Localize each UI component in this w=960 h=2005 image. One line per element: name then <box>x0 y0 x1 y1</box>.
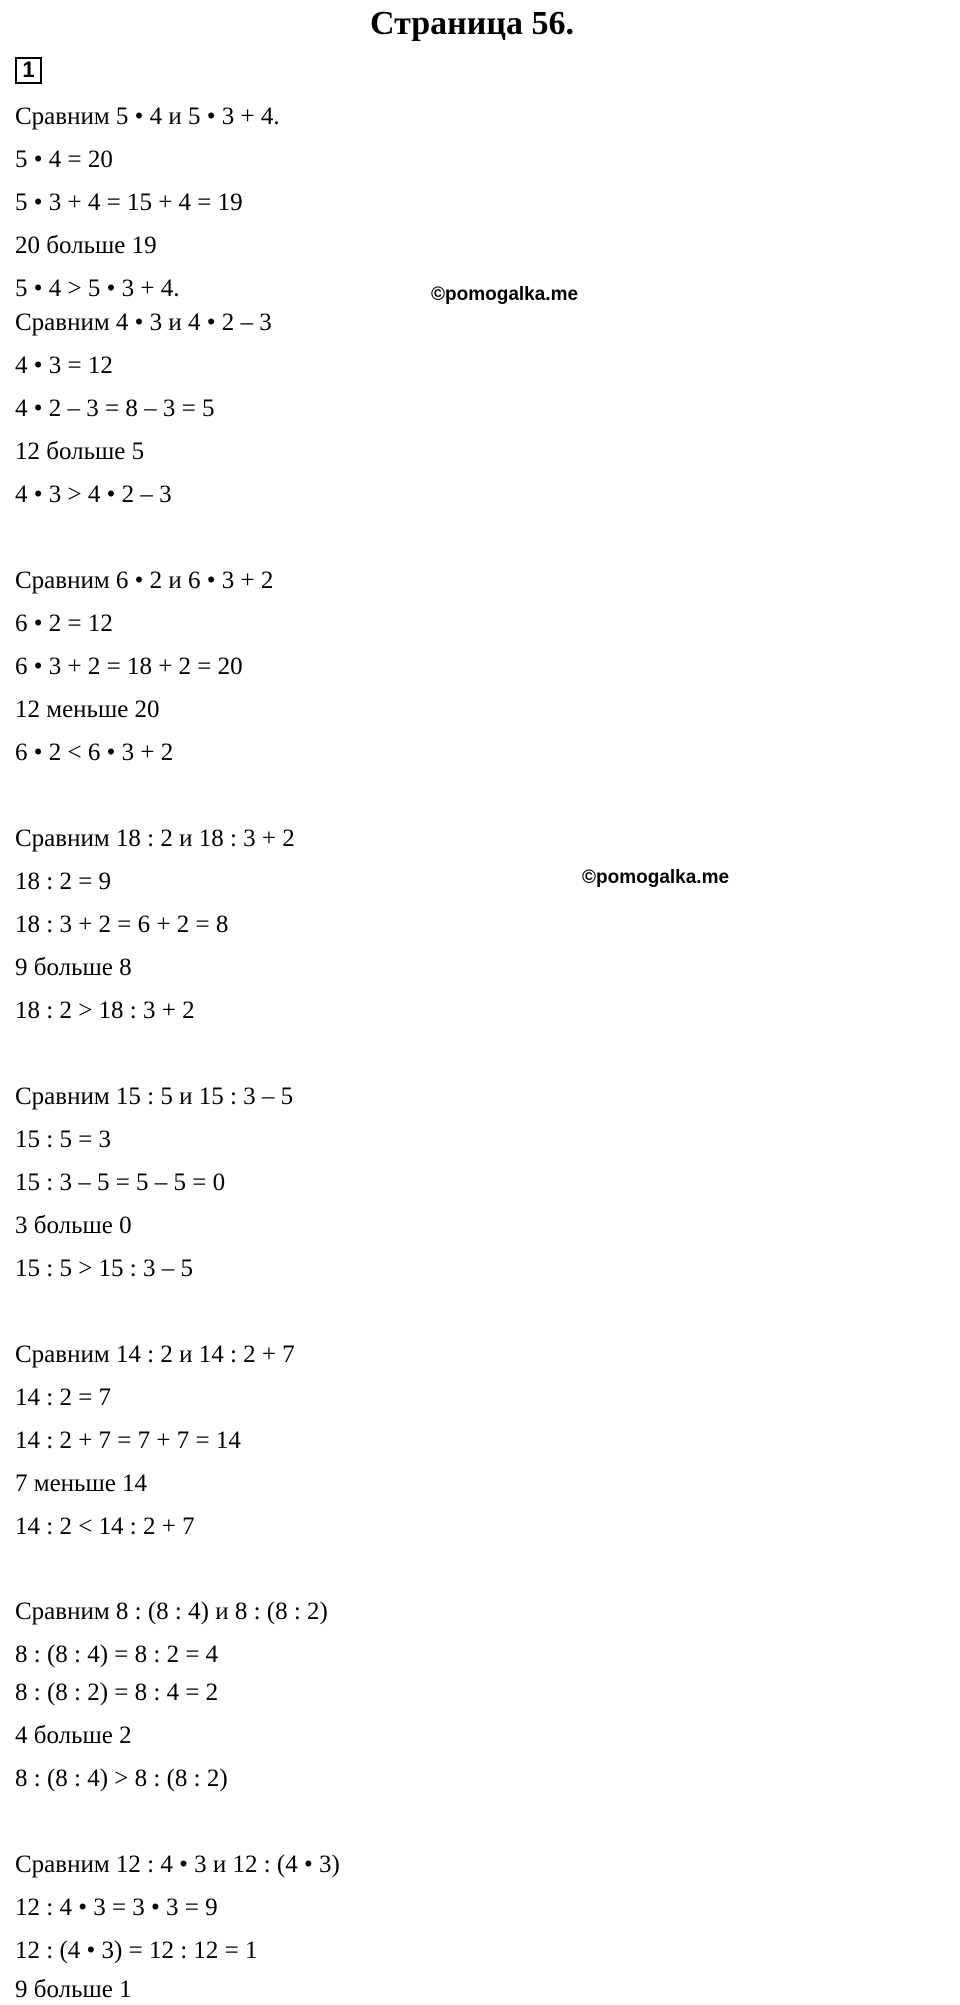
solution-line: 15 : 5 = 3 <box>15 1126 112 1153</box>
solution-line: Сравним 12 : 4 • 3 и 12 : (4 • 3) <box>15 1851 340 1878</box>
solution-line: 4 • 3 > 4 • 2 – 3 <box>15 481 172 508</box>
solution-line: 12 больше 5 <box>15 438 145 465</box>
solution-line: 6 • 2 < 6 • 3 + 2 <box>15 739 174 766</box>
solution-line: 15 : 5 > 15 : 3 – 5 <box>15 1255 193 1282</box>
solution-line: 4 • 3 = 12 <box>15 352 113 379</box>
solution-line: 4 • 2 – 3 = 8 – 3 = 5 <box>15 395 215 422</box>
solution-line: 6 • 3 + 2 = 18 + 2 = 20 <box>15 653 243 680</box>
solution-line: 15 : 3 – 5 = 5 – 5 = 0 <box>15 1169 226 1196</box>
solution-line: 8 : (8 : 2) = 8 : 4 = 2 <box>15 1679 219 1706</box>
solution-line: 12 : (4 • 3) = 12 : 12 = 1 <box>15 1937 258 1964</box>
solution-line: Сравним 4 • 3 и 4 • 2 – 3 <box>15 309 272 336</box>
solution-line: Сравним 15 : 5 и 15 : 3 – 5 <box>15 1083 294 1110</box>
solution-line: 8 : (8 : 4) = 8 : 2 = 4 <box>15 1641 219 1668</box>
solution-line: 6 • 2 = 12 <box>15 610 113 637</box>
solution-line: 9 больше 8 <box>15 954 132 981</box>
task-number-box: 1 <box>15 57 42 84</box>
solution-line: 20 больше 19 <box>15 232 157 259</box>
watermark: ©pomogalka.me <box>582 867 730 888</box>
solution-line: 18 : 2 = 9 <box>15 868 112 895</box>
page-title: Страница 56. <box>370 5 574 42</box>
solution-line: 14 : 2 + 7 = 7 + 7 = 14 <box>15 1427 241 1454</box>
watermark: ©pomogalka.me <box>431 284 579 305</box>
solution-line: 14 : 2 < 14 : 2 + 7 <box>15 1513 195 1540</box>
solution-line: 7 меньше 14 <box>15 1470 148 1497</box>
solution-line: Сравним 14 : 2 и 14 : 2 + 7 <box>15 1341 295 1368</box>
solution-line: 5 • 4 > 5 • 3 + 4. <box>15 275 180 302</box>
solution-line: 5 • 4 = 20 <box>15 146 113 173</box>
solution-line: 12 : 4 • 3 = 3 • 3 = 9 <box>15 1894 218 1921</box>
solution-line: Сравним 8 : (8 : 4) и 8 : (8 : 2) <box>15 1598 328 1625</box>
solution-line: 12 меньше 20 <box>15 696 160 723</box>
solution-line: 14 : 2 = 7 <box>15 1384 112 1411</box>
solution-line: 18 : 3 + 2 = 6 + 2 = 8 <box>15 911 229 938</box>
solution-line: 4 больше 2 <box>15 1722 132 1749</box>
solution-line: 8 : (8 : 4) > 8 : (8 : 2) <box>15 1765 228 1792</box>
solution-line: 18 : 2 > 18 : 3 + 2 <box>15 997 195 1024</box>
solution-line: Сравним 5 • 4 и 5 • 3 + 4. <box>15 103 280 130</box>
solution-line: Сравним 18 : 2 и 18 : 3 + 2 <box>15 825 295 852</box>
solution-line: 5 • 3 + 4 = 15 + 4 = 19 <box>15 189 243 216</box>
solution-line: Сравним 6 • 2 и 6 • 3 + 2 <box>15 567 274 594</box>
solution-line: 3 больше 0 <box>15 1212 132 1239</box>
solution-line: 9 больше 1 <box>15 1976 132 2003</box>
